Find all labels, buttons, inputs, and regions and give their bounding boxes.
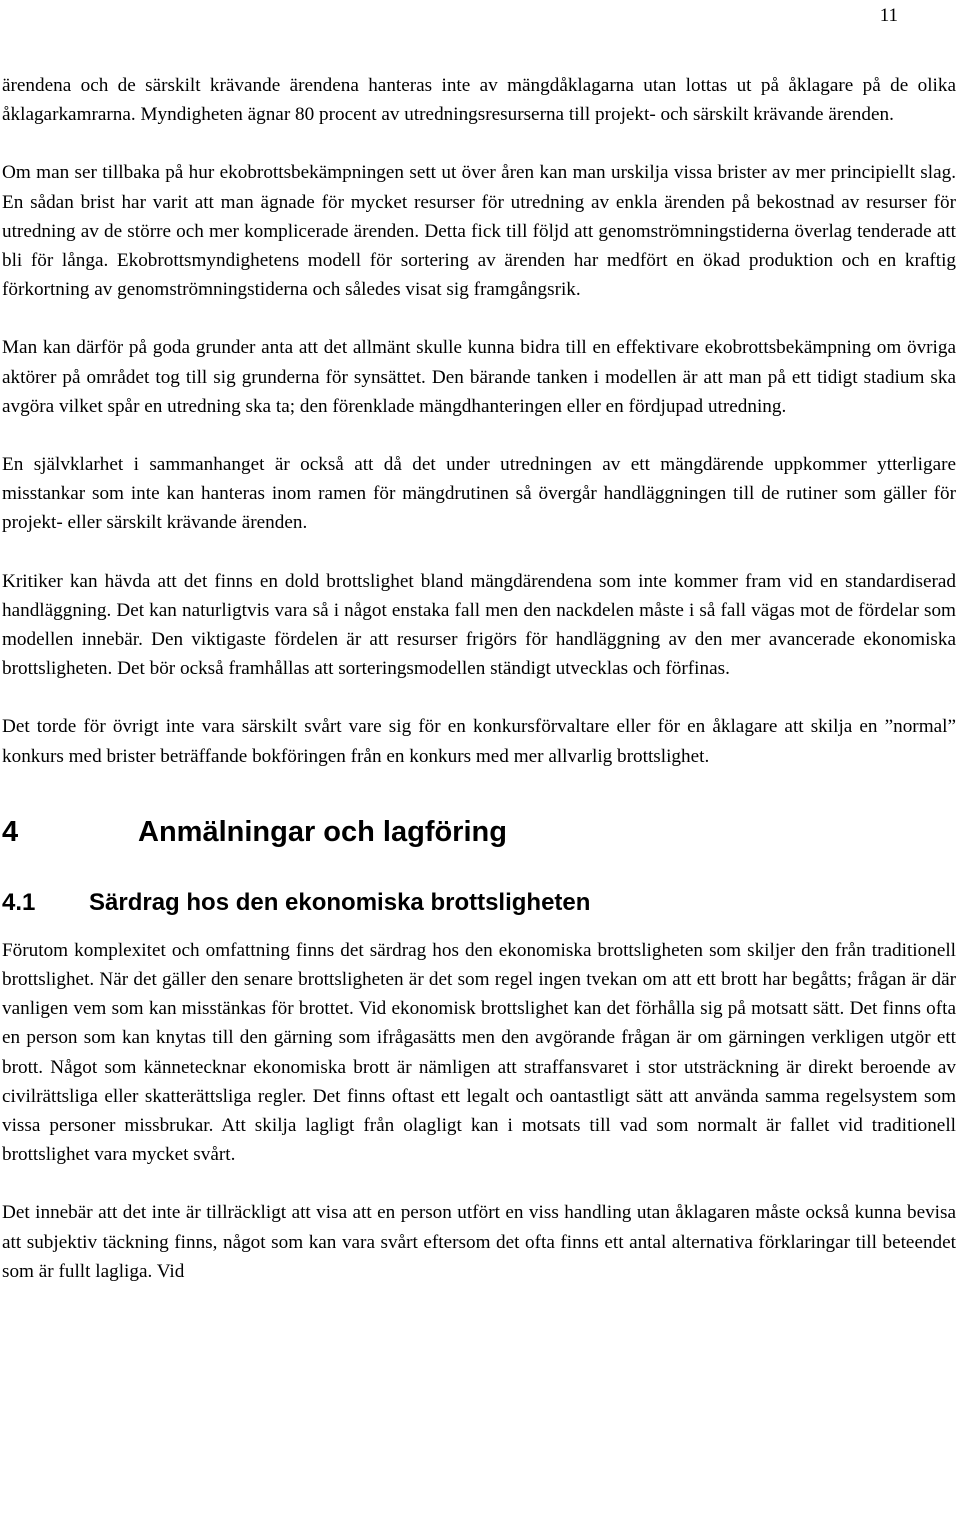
page-number: 11 [879, 5, 898, 26]
subsection-heading [2, 888, 956, 918]
section-number: 4 [2, 815, 19, 848]
paragraph: En självklarhet i sammanhanget är också att då det under utredningen av ett mängdärende uppkommer ytterligare misstankar som inte kan hanteras inom ramen för mängdrutinen så övergår handläggningen till de rutiner som gäller för projekt- eller särskilt krävande ärenden. [2, 454, 956, 534]
paragraph: Man kan därför på goda grunder anta att det allmänt skulle kunna bidra till en effektivare ekobrottsbekämpning om övriga aktörer på området tog till sig grunderna för synsättet. Den bärande tanken i modellen är att man på ett tidigt stadium ska avgöra vilket spår en utredning ska ta; den förenklade mängdhanteringen eller en fördjupad utredning. [2, 337, 956, 417]
paragraph: Det innebär att det inte är tillräckligt att visa att en person utfört en viss handling utan åklagaren måste också kunna bevisa att subjektiv täckning finns, något som kan vara svårt eftersom det ofta finns ett antal alternativa förklaringar till beteendet som är fullt lagliga. Vid [2, 1202, 956, 1282]
paragraph: Kritiker kan hävda att det finns en dold brottslighet bland mängdärendena som inte kommer fram vid en standardiserad handläggning. Det kan naturligtvis vara så i något enstaka fall men den nackdelen måste i så fall vägas mot de fördelar som modellen innebär. Den viktigaste fördelen är att resurser frigörs för handläggning av den mer avancerade ekonomiska brottsligheten. Det bör också framhållas att sorteringsmodellen ständigt utvecklas och förfinas. [2, 570, 956, 680]
subsection-title: Särdrag hos den ekonomiska brottsligheten [89, 888, 591, 916]
page-body [2, 71, 956, 1286]
subsection-number: 4.1 [2, 888, 36, 916]
paragraph: Om man ser tillbaka på hur ekobrottsbekämpningen sett ut över åren kan man urskilja vissa brister av mer principiellt slag. En sådan brist har varit att man ägnade för mycket resurser för utredning av enkla ärenden på bekostnad av resurser för utredning av de större och mer komplicerade ärenden. Detta fick till följd att genomströmningstiderna överlag tenderade att bli för långa. Ekobrottsmyndighetens modell för sortering av ärenden har medfört en ökad produktion och en kraftig förkortning av genomströmningstiderna och således visat sig framgångsrik. [2, 162, 956, 301]
section-title: Anmälningar och lagföring [138, 815, 507, 848]
section-heading [2, 814, 956, 850]
paragraph: Det torde för övrigt inte vara särskilt svårt vare sig för en konkursförvaltare eller för en åklagare att skilja en ”normal” konkurs med brister beträffande bokföringen från en konkurs med mer allvarlig brottslighet. [2, 716, 956, 767]
paragraph: Förutom komplexitet och omfattning finns det särdrag hos den ekonomiska brottsligheten som skiljer den från traditionell brottslighet. När det gäller den senare brottsligheten är det som regel ingen tvekan om att ett brott har begåtts; frågan är där vanligen vem som kan misstänkas för brottet. Vid ekonomisk brottslighet kan det förhålla sig på motsatt sätt. Det finns ofta en person som kan knytas till den gärning som ifrågasätts men den avgörande frågan är om gärningen verkligen utgör ett brott. Något som kännetecknar ekonomiska brott är nämligen att straffansvaret i stor utsträckning är direkt beroende av civilrättsliga eller skatterättsliga regler. Det finns oftast ett legalt och oantastligt sätt att använda samma regelsystem som vissa personer missbrukar. Att skilja lagligt från olagligt kan i motsats till vad som normalt är fallet vid traditionell brottslighet vara mycket svårt. [2, 939, 956, 1166]
paragraph: ärendena och de särskilt krävande ärendena hanteras inte av mängdåklagarna utan lottas ut på åklagare på de olika åklagarkamrarna. Myndigheten ägnar 80 procent av utredningsresurserna till projekt- och särskilt krävande ärenden. [2, 75, 956, 126]
